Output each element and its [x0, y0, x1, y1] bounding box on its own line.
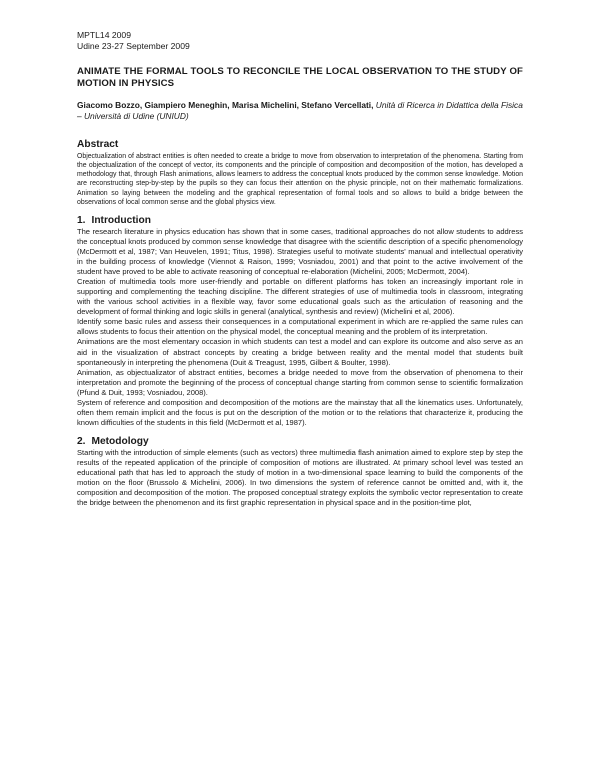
paper-title: ANIMATE THE FORMAL TOOLS TO RECONCILE THE LOCAL OBSERVATION TO THE STUDY OF MOTION IN PHYSICS	[77, 66, 523, 89]
section-title: Metodology	[91, 435, 149, 447]
running-header	[77, 30, 523, 52]
paragraph: Identify some basic rules and assess their consequences in a computational experiment in which are re-applied the same rules can allows students to focus their attention on the physical model, the conceptual meaning and the problem of its interpretation.	[77, 317, 523, 337]
conference-name: MPTL14 2009	[77, 30, 131, 40]
abstract-text: Objectualization of abstract entities is often needed to create a bridge to move from observation to interpretation of the phenomena. Starting from the objectualization of the concept of vector, its components and the principle of composition and decomposition of the motion, has developed a methodology that, through Flash animations, allows learners to address the conceptual knots produced by the common sense knowledge. Motion are reconstructing step-by-step by the pupils so they can focus their attention on the physic principle, not on their mathematic formalizations. Animation so laying between the modeling and the graphical representation of formal tools and so allows to build a bridge between the observations of local common sense and the global physics view.	[77, 153, 523, 206]
paragraph: Starting with the introduction of simple elements (such as vectors) three multimedia flash animation aimed to explore step by step the results of the repeated application of the principle of composition of motions are illustrated. At primary school level was tested an educational path that has led to approach the study of motion in a two-dimensional space learning to build the components of the motion on the floor (Brussolo & Michelini, 2006). In two dimensions the system of reference cannot be omitted and, with it, the composition and decomposition of the motion. The proposed conceptual strategy exploits the symbolic vector representation to create the bridge between the phenomenon and its first graphic representation in physical space and in the position-time plot,	[77, 447, 523, 508]
paragraph: Animations are the most elementary occasion in which students can test a model and can explore its outcome and also serve as an aid in the visualization of abstract concepts by creating a bridge between reality and the mental model that students built spontaneously in interpreting the phenomena (Duit & Treagust, 1995, Gilbert & Boulter, 1998).	[77, 337, 523, 367]
section-methodology	[77, 435, 523, 508]
paragraph: Creation of multimedia tools more user-friendly and portable on different platforms has token an increasingly important role in supporting and complementing the teaching discipline. The different strategies of use of multimedia tools in classroom, integrating with the various school activities in a flexible way, favor some educational goals such as the articulation of reasoning and the development of formal thinking and logic skills in general (analytical, synthesis and review) (Michelini et al, 2006).	[77, 277, 523, 317]
section-title: Introduction	[91, 214, 151, 226]
section-number: 2.	[77, 435, 86, 447]
paragraph: System of reference and composition and decomposition of the motions are the mainstay that all the kinematics uses. Unfortunately, often them remain implicit and the focus is put on the description of the motion or to the relations that characterize it, producing the known difficulties of the students in this field (McDermott et al, 1987).	[77, 397, 523, 427]
section-introduction	[77, 214, 523, 428]
author-affiliation: Unità di Ricerca in Didattica della Fisica – Università di Udine (UNIUD)	[77, 100, 523, 121]
section-heading	[77, 435, 523, 448]
section-number: 1.	[77, 214, 86, 226]
abstract-heading: Abstract	[77, 139, 119, 150]
section-heading	[77, 214, 523, 227]
paragraph: Animation, as objectualizator of abstract entities, becomes a bridge needed to move from the observation of phenomena to their interpretation and promote the beginning of the process of conceptual change starting from common sense to scientific formalization (Pfund & Duit, 1993; Vosniadou, 2008).	[77, 367, 523, 397]
conference-dates: Udine 23-27 September 2009	[77, 41, 190, 51]
author-block	[77, 100, 523, 122]
paragraph: The research literature in physics education has shown that in some cases, traditional approaches do not allow students to address the conceptual knots produced by common sense knowledge that disagree with the scientific description of a specific phenomenology (McDermott et al, 1987; Van Heuvelen, 1991; Titus, 1998). Strategies useful to motivate students' manual and intellectual operativity in the building process of knowledge (Viennot & Raison, 1999; Vosniadou, 2001) and that point to the active involvement of the student have proved to be able to activate reasoning of conceptual re-elaboration (Michelini, 2005; McDermott, 2004).	[77, 226, 523, 277]
author-names: Giacomo Bozzo, Giampiero Meneghin, Marisa Michelini, Stefano Vercellati,	[77, 100, 374, 110]
